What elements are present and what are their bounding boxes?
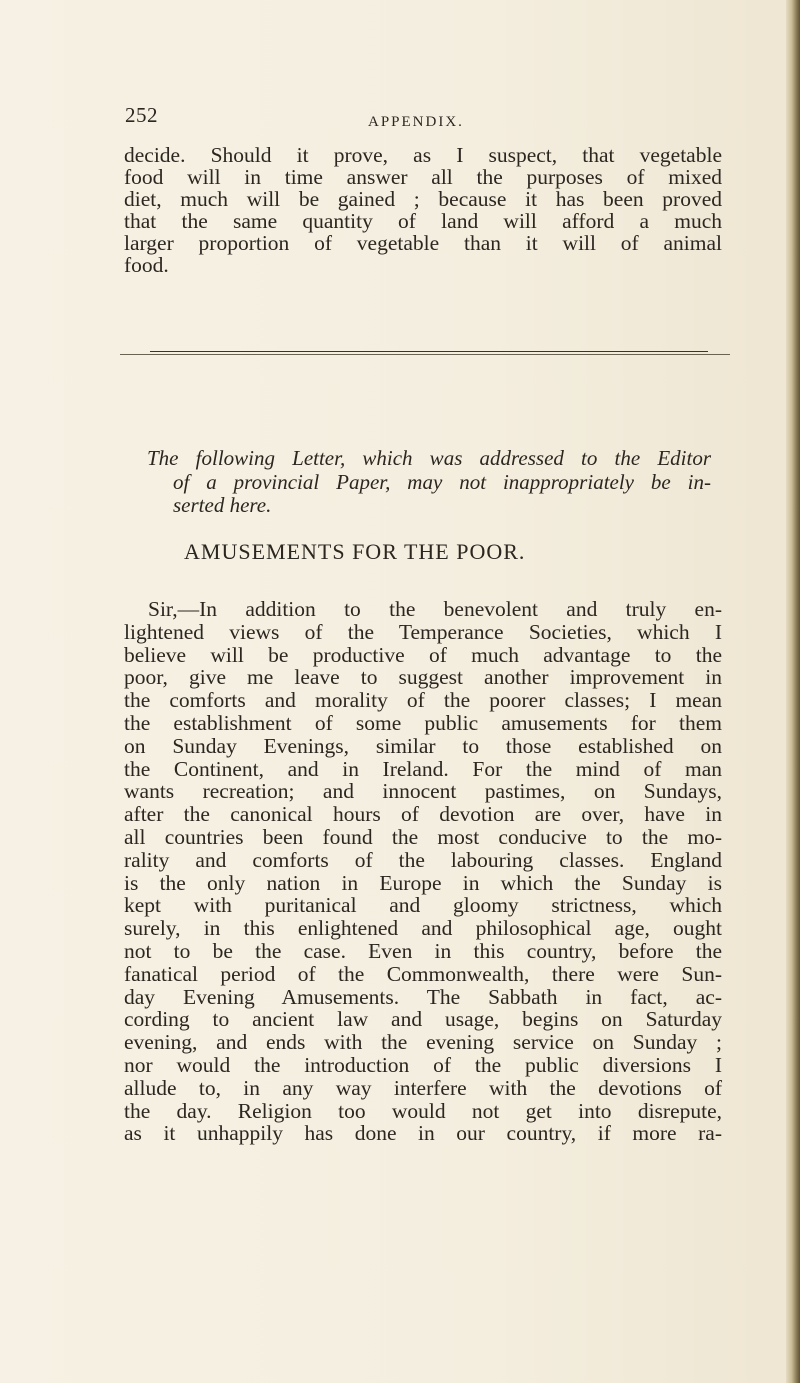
section-divider: [120, 354, 730, 355]
text-line: not to be the case. Even in this country, before the: [124, 938, 722, 963]
text-line: evening, and ends with the evening service on Sunday ;: [124, 1030, 722, 1055]
text-line: rality and comforts of the labouring classes. England: [124, 847, 722, 872]
page-edge-shadow: [786, 0, 800, 1383]
text-line: Sir,—In addition to the benevolent and truly en-: [148, 597, 722, 621]
text-line: believe will be productive of much advantage to the: [124, 642, 722, 667]
text-line: the comforts and morality of the poorer classes; I mean: [124, 688, 722, 713]
text-line: lightened views of the Temperance Societies, which I: [124, 619, 722, 644]
text-line: the day. Religion too would not get into disrepute,: [124, 1098, 722, 1123]
letter-body: [124, 598, 722, 1145]
text-line: cording to ancient law and usage, begins on Saturday: [124, 1007, 722, 1032]
text-line: after the canonical hours of devotion are over, have in: [124, 802, 722, 827]
text-line: The following Letter, which was addressed to the Editor: [147, 446, 711, 470]
article-heading: AMUSEMENTS FOR THE POOR.: [184, 539, 526, 564]
page-number: 252: [125, 103, 158, 127]
text-line: allude to, in any way interfere with the devotions of: [124, 1075, 722, 1100]
text-line: on Sunday Evenings, similar to those established on: [124, 733, 722, 758]
text-line: diet, much will be gained ; because it has been proved: [124, 187, 722, 211]
text-line: of a provincial Paper, may not inappropriately be in-: [173, 469, 711, 494]
text-line: decide. Should it prove, as I suspect, that vegetable: [124, 143, 722, 167]
text-line: nor would the introduction of the public diversions I: [124, 1052, 722, 1077]
text-line: surely, in this enlightened and philosophical age, ought: [124, 916, 722, 941]
text-line: poor, give me leave to suggest another improvement in: [124, 665, 722, 690]
text-line: fanatical period of the Commonwealth, there were Sun-: [124, 961, 722, 986]
text-line: is the only nation in Europe in which the Sunday is: [124, 870, 722, 895]
text-line: the establishment of some public amusements for them: [124, 710, 722, 735]
text-line: that the same quantity of land will afford a much: [124, 209, 722, 233]
text-line: all countries been found the most conducive to the mo-: [124, 824, 722, 849]
section-divider: [150, 351, 708, 352]
text-line: food.: [124, 253, 169, 277]
text-line: day Evening Amusements. The Sabbath in fact, ac-: [124, 984, 722, 1009]
text-line: food will in time answer all the purposes of mixed: [124, 165, 722, 189]
editor-note: [147, 447, 711, 518]
text-line: kept with puritanical and gloomy strictness, which: [124, 893, 722, 918]
text-line: serted here.: [173, 493, 272, 517]
intro-paragraph: [124, 144, 722, 276]
text-line: larger proportion of vegetable than it will of animal: [124, 231, 722, 255]
running-head: APPENDIX.: [368, 114, 464, 130]
text-line: wants recreation; and innocent pastimes, on Sundays,: [124, 779, 722, 804]
text-line: as it unhappily has done in our country, if more ra-: [124, 1121, 722, 1146]
text-line: the Continent, and in Ireland. For the mind of man: [124, 756, 722, 781]
